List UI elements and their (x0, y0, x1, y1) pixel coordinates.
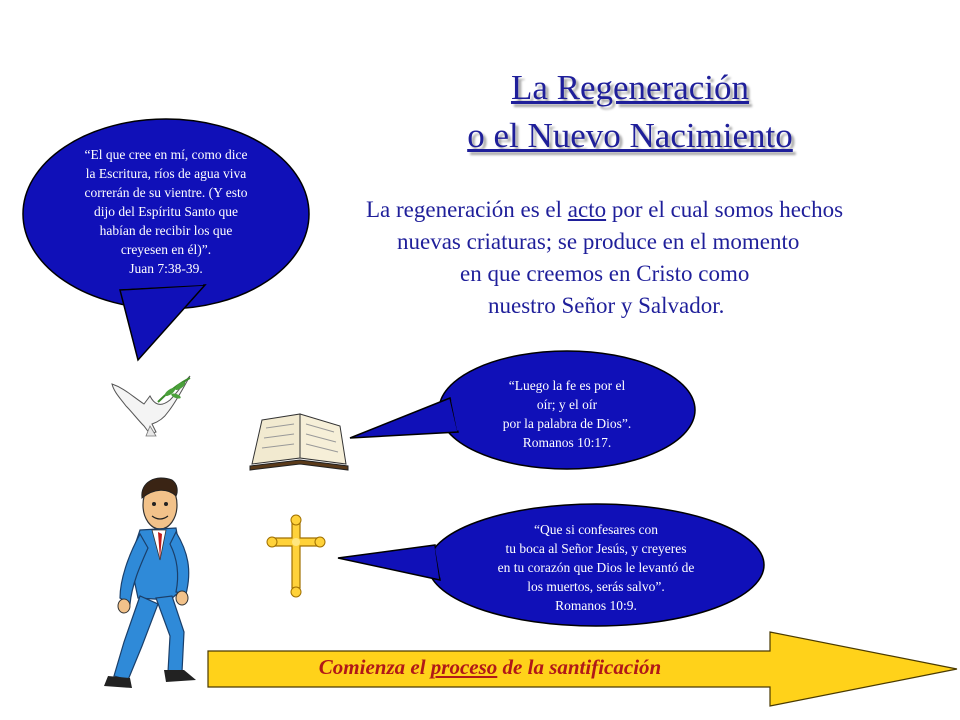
bubble-bottom-line: en tu corazón que Dios le levantó de (497, 560, 695, 575)
walking-man-icon (104, 478, 196, 688)
bubble-bottom-line: “Que si confesares con (533, 522, 659, 537)
arrow-caption (210, 655, 770, 680)
arrow-caption-post: de la santificación (497, 655, 662, 679)
title-line-1: La Regeneración (510, 68, 750, 107)
bubble-left-line: correrán de su vientre. (Y esto (84, 185, 248, 200)
arrow-caption-pre: Comienza el (318, 655, 431, 679)
bubble-left-line: creyesen en él)”. (120, 242, 212, 257)
bubble-middle-line: Romanos 10:17. (522, 435, 612, 450)
bubble-middle-line: por la palabra de Dios”. (502, 416, 632, 431)
bubble-bottom-line: los muertos, serás salvo”. (527, 579, 665, 594)
definition-line-1-pre: La regeneración es el (366, 197, 568, 222)
bubble-bottom-text (456, 520, 736, 615)
bubble-bottom-line: Romanos 10:9. (555, 598, 637, 613)
definition-line-2: nuevas criaturas; se produce en el momento (397, 229, 800, 254)
definition-line-1 (366, 197, 843, 223)
bubble-bottom-line: tu boca al Señor Jesús, y creyeres (505, 541, 687, 556)
bubble-middle-line: “Luego la fe es por el (508, 378, 626, 393)
bubble-left-line: “El que cree en mí, como dice (84, 147, 248, 162)
definition-line-3: en que creemos en Cristo como (460, 261, 750, 286)
bubble-middle-text (467, 376, 667, 452)
bubble-left-line: la Escritura, ríos de agua viva (85, 166, 247, 181)
bubble-middle-line: oír; y el oír (536, 397, 598, 412)
bubble-left-line: dijo del Espíritu Santo que (94, 204, 238, 219)
arrow-caption-proceso-underlined: proceso (430, 655, 498, 679)
definition-acto-underlined: acto (567, 197, 607, 222)
title-line-2: o el Nuevo Nacimiento (467, 116, 793, 155)
definition-line-1-post: por el cual somos hechos (606, 197, 844, 222)
definition-line-4: nuestro Señor y Salvador. (488, 293, 725, 318)
bubble-left-text (46, 145, 286, 278)
cross-icon (267, 515, 325, 597)
bubble-left-line: habían de recibir los que (99, 223, 233, 238)
bible-icon (250, 414, 348, 470)
dove-icon (112, 376, 190, 436)
bubble-left-line: Juan 7:38-39. (129, 261, 203, 276)
